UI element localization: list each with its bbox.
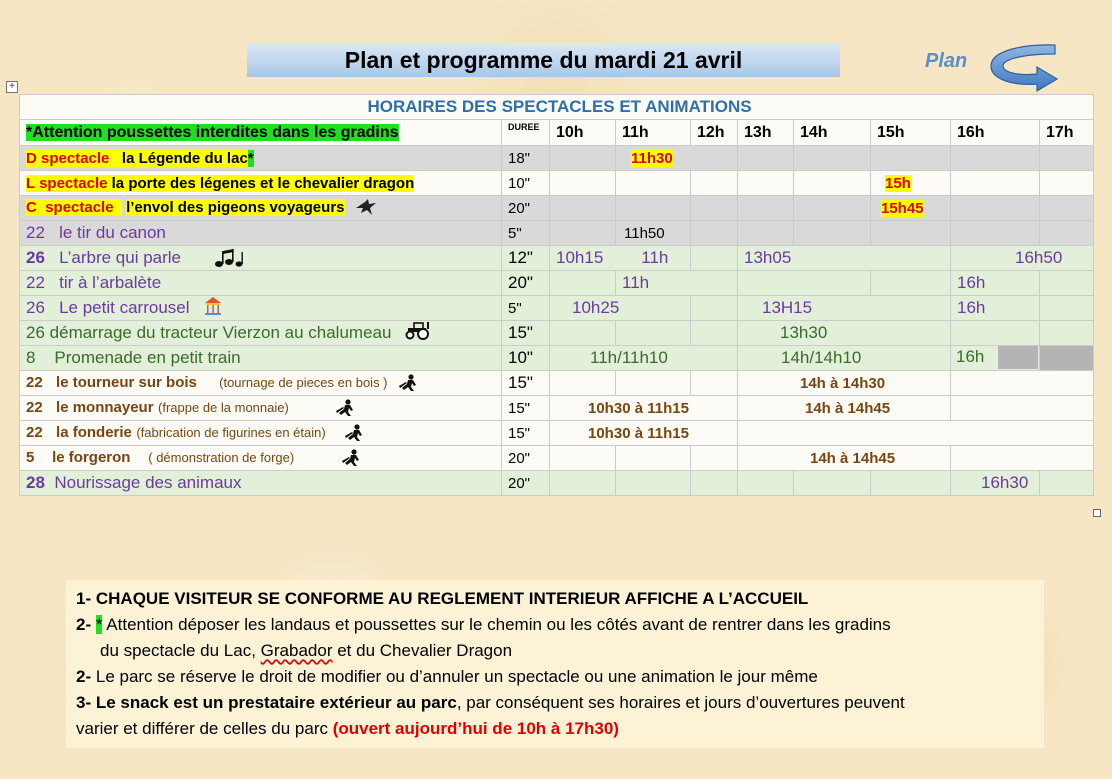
activity-cell: C spectacle l’envol des pigeons voyageurs <box>20 196 502 221</box>
time-cell: 16h30 <box>951 471 1040 496</box>
activity-cell: 26 Le petit carrousel <box>20 296 502 321</box>
craftsman-icon <box>344 424 364 442</box>
time-cell: 11h30 <box>616 146 738 171</box>
activity-cell: 22 la fonderie (fabrication de figurines en étain) <box>20 421 502 446</box>
hour-header: 13h <box>738 120 794 146</box>
time-cell: 13h05 <box>738 246 951 271</box>
warning-cell <box>20 120 502 146</box>
duration-cell: 18" <box>502 146 550 171</box>
note-4-continued: varier et différer de celles du parc (ouvert aujourd’hui de 10h à 17h30) <box>76 719 619 738</box>
time-cell: 16h <box>951 296 1040 321</box>
time-cell: 16h <box>951 271 1040 296</box>
craftsman-icon <box>398 374 418 392</box>
duration-cell: 5" <box>502 296 550 321</box>
time-cell: 11h <box>616 271 738 296</box>
activity-cell: L spectacle la porte des légenes et le chevalier dragon <box>20 171 502 196</box>
duration-cell: 20" <box>502 271 550 296</box>
activity-cell: 26 démarrage du tracteur Vierzon au chalumeau <box>20 321 502 346</box>
schedule-table <box>19 94 1094 496</box>
tractor-icon <box>404 321 432 341</box>
table-row <box>20 246 1094 271</box>
note-4: 3- Le snack est un prestataire extérieur au parc, par conséquent ses horaires et jours d’ouvertures peuvent <box>76 693 905 712</box>
time-cell: 11h/11h10 <box>550 346 738 371</box>
warning-text: *Attention poussettes interdites dans les gradins <box>26 123 399 141</box>
duration-cell: 20" <box>502 471 550 496</box>
duration-cell: 15" <box>502 371 550 396</box>
duration-cell: 10" <box>502 171 550 196</box>
table-row <box>20 271 1094 296</box>
table-title: HORAIRES DES SPECTACLES ET ANIMATIONS <box>20 95 1094 120</box>
activity-cell: 22 le tir du canon <box>20 221 502 246</box>
table-row <box>20 346 1094 371</box>
duration-cell: 15" <box>502 396 550 421</box>
table-row <box>20 321 1094 346</box>
activity-cell: 28 Nourissage des animaux <box>20 471 502 496</box>
hour-header: 12h <box>691 120 738 146</box>
time-cell: 10h15 11h <box>550 246 691 271</box>
time-cell: 14h/14h10 <box>738 346 951 371</box>
activity-cell: D spectacle la Légende du lac* <box>20 146 502 171</box>
activity-cell: 8 Promenade en petit train <box>20 346 502 371</box>
table-move-handle[interactable]: + <box>6 81 18 93</box>
craftsman-icon <box>335 399 355 417</box>
table-resize-handle[interactable] <box>1093 509 1101 517</box>
music-notes-icon <box>214 248 244 268</box>
hour-header: 17h <box>1040 120 1094 146</box>
hour-header: 16h <box>951 120 1040 146</box>
table-row <box>20 196 1094 221</box>
time-cell: 11h50 <box>616 221 691 246</box>
activity-cell: 26 L’arbre qui parle <box>20 246 502 271</box>
time-cell: 14h à 14h30 <box>738 371 951 396</box>
table-row <box>20 296 1094 321</box>
plan-link[interactable]: Plan <box>925 50 968 72</box>
activity-cell: 22 le monnayeur (frappe de la monnaie) <box>20 396 502 421</box>
table-row <box>20 371 1094 396</box>
time-cell: 13h30 <box>738 321 951 346</box>
time-cell: 10h30 à 11h15 <box>550 396 738 421</box>
duration-header: DUREE <box>502 120 550 146</box>
hour-header: 14h <box>794 120 871 146</box>
note-1: 1- CHAQUE VISITEUR SE CONFORME AU REGLEMENT INTERIEUR AFFICHE A L’ACCUEIL <box>76 589 809 608</box>
activity-cell: 5 le forgeron ( démonstration de forge) <box>20 446 502 471</box>
note-2-continued: du spectacle du Lac, Grabador et du Chevalier Dragon <box>100 641 513 660</box>
time-cell: 13H15 <box>738 296 951 321</box>
note-3: 2- Le parc se réserve le droit de modifier ou d’annuler un spectacle ou une animation le jour même <box>76 667 818 686</box>
pigeon-icon <box>355 199 377 217</box>
hour-header: 10h <box>550 120 616 146</box>
hour-header: 15h <box>871 120 951 146</box>
table-row <box>20 396 1094 421</box>
table-row <box>20 471 1094 496</box>
duration-cell: 15" <box>502 421 550 446</box>
craftsman-icon <box>341 449 361 467</box>
time-cell: 15h <box>871 171 951 196</box>
duration-cell: 20" <box>502 196 550 221</box>
activity-cell: 22 le tourneur sur bois (tournage de pieces en bois ) <box>20 371 502 396</box>
duration-cell: 5" <box>502 221 550 246</box>
table-row <box>20 421 1094 446</box>
duration-cell: 12" <box>502 246 550 271</box>
carousel-icon <box>204 296 222 316</box>
table-row <box>20 146 1094 171</box>
rules-notes <box>66 580 1044 748</box>
time-cell: 16h50 <box>951 246 1094 271</box>
time-cell: 14h à 14h45 <box>738 396 951 421</box>
table-row <box>20 221 1094 246</box>
time-cell: 10h25 <box>550 296 691 321</box>
hour-header: 11h <box>616 120 691 146</box>
activity-cell: 22 tir à l’arbalète <box>20 271 502 296</box>
time-cell: 14h à 14h45 <box>738 446 951 471</box>
page-title: Plan et programme du mardi 21 avril <box>247 43 840 77</box>
time-cell: 16h <box>951 346 1040 371</box>
curved-arrow-right-icon[interactable] <box>985 42 1061 94</box>
duration-cell: 15" <box>502 321 550 346</box>
time-cell: 10h30 à 11h15 <box>550 421 738 446</box>
table-row <box>20 446 1094 471</box>
table-row <box>20 171 1094 196</box>
time-cell: 15h45 <box>871 196 951 221</box>
duration-cell: 10" <box>502 346 550 371</box>
note-2: 2- * Attention déposer les landaus et poussettes sur le chemin ou les côtés avant de rentrer dans les gradins <box>76 615 891 634</box>
duration-cell: 20" <box>502 446 550 471</box>
